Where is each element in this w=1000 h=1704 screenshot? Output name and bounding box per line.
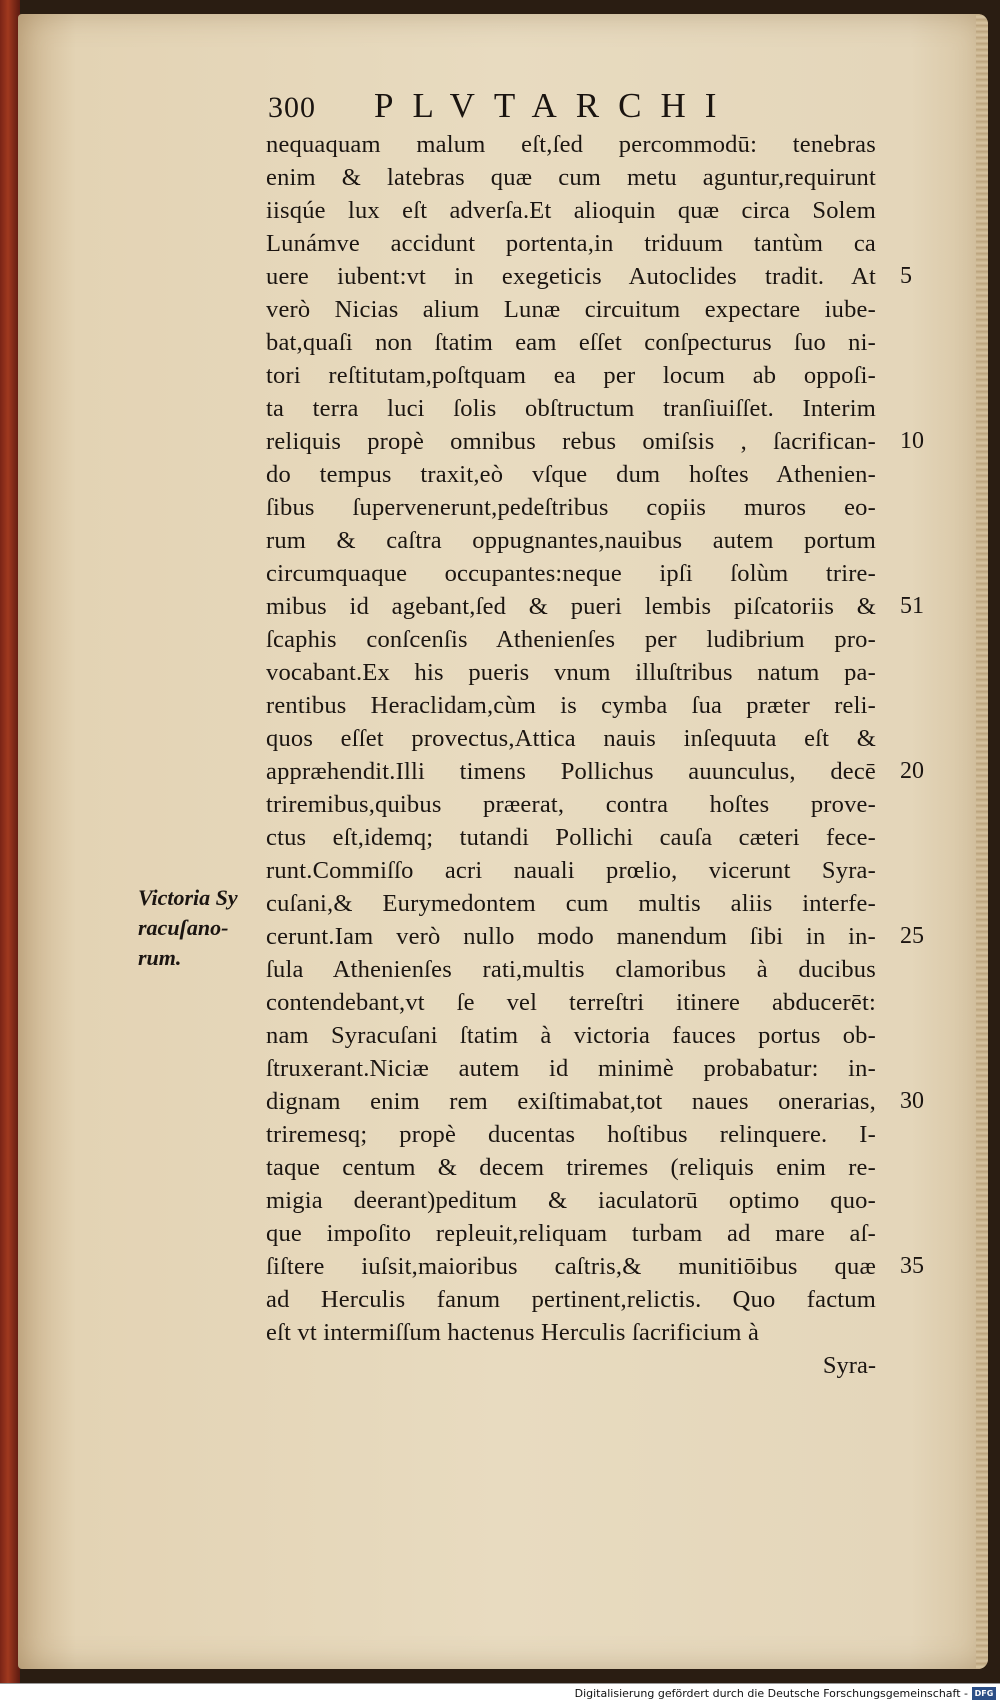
text-line: rentibus Heraclidam,cùm is cymba ſua præter reli- [266, 692, 876, 719]
line-number: 30 [900, 1088, 924, 1114]
line-number: 20 [900, 758, 924, 784]
text-line: uere iubent:vt in exegeticis Autoclides tradit. At [266, 263, 876, 290]
text-line: verò Nicias alium Lunæ circuitum expectare iube- [266, 296, 876, 323]
text-line: iisqúe lux eſt adverſa.Et alioquin quæ circa Solem [266, 197, 876, 224]
folio-number: 300 [268, 91, 316, 124]
text-line: ſtruxerant.Niciæ autem id minimè probabatur: in- [266, 1055, 876, 1082]
text-line: taque centum & decem triremes (reliquis enim re- [266, 1154, 876, 1181]
text-line: do tempus traxit,eò vſque dum hoſtes Athenien- [266, 461, 876, 488]
digitization-footer [0, 1683, 1000, 1704]
marginal-note [138, 883, 258, 973]
text-line: tori reſtitutam,poſtquam ea per locum ab oppoſi- [266, 362, 876, 389]
page-header [268, 86, 788, 126]
text-line: ſibus ſupervenerunt,pedeſtribus copiis muros eo- [266, 494, 876, 521]
running-title: PLVTARCHI [374, 86, 736, 125]
text-line: que impoſito repleuit,reliquam turbam ad mare aſ- [266, 1220, 876, 1247]
text-line: ſiſtere iuſsit,maioribus caſtris,& munitiōibus quæ [266, 1253, 876, 1280]
text-line: nam Syracuſani ſtatim à victoria fauces portus ob- [266, 1022, 876, 1049]
binding-edge [0, 0, 20, 1703]
page-fore-edge [976, 14, 988, 1669]
line-number: 51 [900, 593, 924, 619]
text-line: quos eſſet provectus,Attica nauis inſequuta eſt & [266, 725, 876, 752]
text-line: cerunt.Iam verò nullo modo manendum ſibi in in- [266, 923, 876, 950]
line-number: 35 [900, 1253, 924, 1279]
line-number: 25 [900, 923, 924, 949]
text-line: eſt vt intermiſſum hactenus Herculis ſacrificium à [266, 1319, 760, 1346]
marginal-note-line: Victoria Sy [138, 885, 238, 910]
text-line: bat,quaſi non ſtatim eam eſſet conſpecturus ſuo ni- [266, 329, 876, 356]
text-line: ctus eſt,idemq; tutandi Pollichi cauſa cæteri fece- [266, 824, 876, 851]
text-line: runt.Commiſſo acri nauali prœlio, vicerunt Syra- [266, 857, 876, 884]
text-line: migia deerant)peditum & iaculatorū optimo quo- [266, 1187, 876, 1214]
text-line: contendebant,vt ſe vel terreſtri itinere abducerēt: [266, 989, 876, 1016]
text-line: ta terra luci ſolis obſtructum tranſiuiſſet. Interim [266, 395, 876, 422]
text-line: Lunámve accidunt portenta,in triduum tantùm ca [266, 230, 876, 257]
catchword: Syra- [822, 1352, 876, 1379]
text-line: mibus id agebant,ſed & pueri lembis piſcatoriis & [266, 593, 876, 620]
text-line: enim & latebras quæ cum metu aguntur,requirunt [266, 164, 876, 191]
dfg-logo: DFG [972, 1687, 996, 1700]
text-line: dignam enim rem exiſtimabat,tot naues onerarias, [266, 1088, 876, 1115]
funding-credit: Digitalisierung gefördert durch die Deutsche Forschungsgemeinschaft - [574, 1687, 968, 1700]
text-line: ad Herculis fanum pertinent,relictis. Quo factum [266, 1286, 876, 1313]
text-line: circumquaque occupantes:neque ipſi ſolùm trire- [266, 560, 876, 587]
text-line: reliquis propè omnibus rebus omiſsis , ſacrifican- [266, 428, 876, 455]
main-text-block [266, 128, 876, 1382]
line-number: 5 [900, 263, 912, 289]
text-line: rum & caſtra oppugnantes,nauibus autem portum [266, 527, 876, 554]
text-line: nequaquam malum eſt,ſed percommodū: tenebras [266, 131, 876, 158]
text-line: triremibus,quibus præerat, contra hoſtes prove- [266, 791, 876, 818]
line-number: 10 [900, 428, 924, 454]
text-line: vocabant.Ex his pueris vnum illuſtribus natum pa- [266, 659, 876, 686]
marginal-note-line: rum. [138, 945, 182, 970]
text-line: cuſani,& Eurymedontem cum multis aliis interfe- [266, 890, 876, 917]
text-line: ſcaphis conſcenſis Athenienſes per ludibrium pro- [266, 626, 876, 653]
marginal-note-line: racuſano- [138, 915, 229, 940]
text-line: appræhendit.Illi timens Pollichus auunculus, decē [266, 758, 876, 785]
text-line: triremesq; propè ducentas hoſtibus relinquere. I- [266, 1121, 876, 1148]
text-line: ſula Athenienſes rati,multis clamoribus à ducibus [266, 956, 876, 983]
